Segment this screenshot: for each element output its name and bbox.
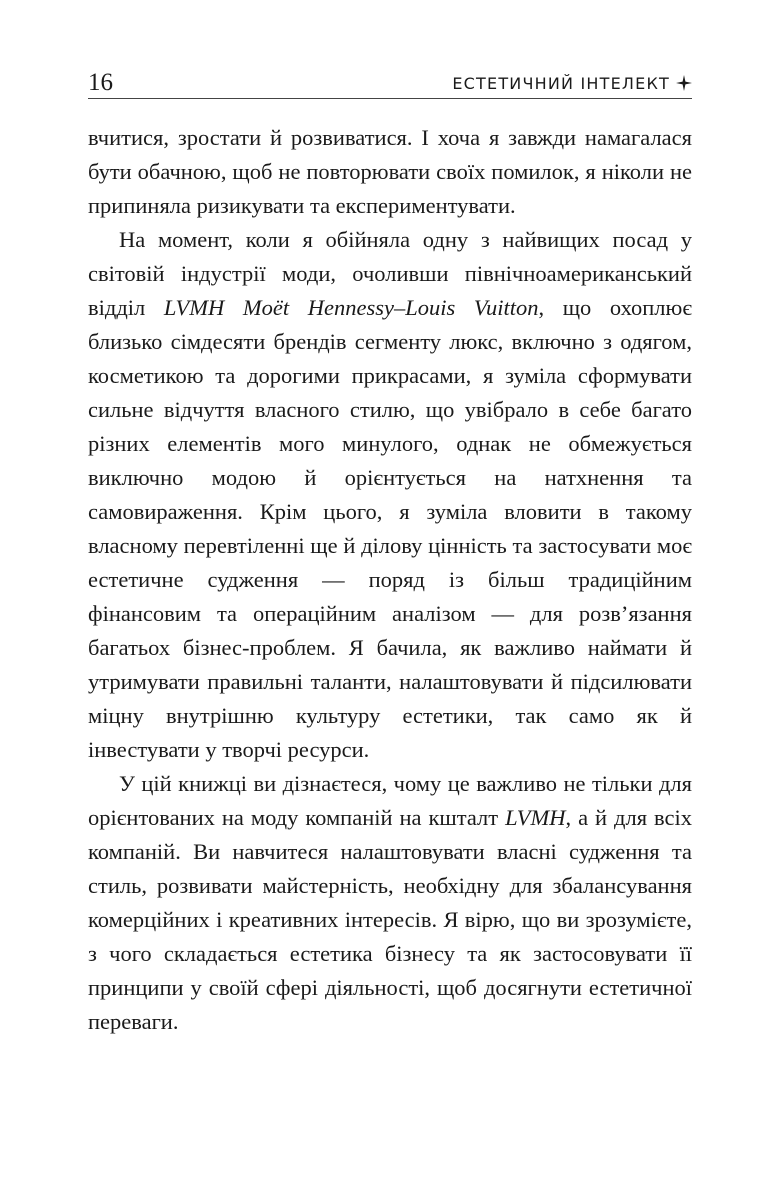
paragraph-2-text-before: На момент, коли я обійняла одну з найвищих посад у світовій індустрії моди, очоливши північноамериканський відділ — [88, 227, 692, 320]
paragraph-2-text-after: , що охоплює близько сімдесяти брендів сегменту люкс, включно з одягом, косметикою та дорогими прикрасами, я зуміла сформувати сильне відчуття власного стилю, що увібрало в себе багато різних елементів мого минулого, однак не обмежується виключно модою й орієнтується на натхнення та самовираження. Крім цього, я зуміла вловити в такому власному перевтіленні ще й ділову цінність та застосувати моє естетичне судження — поряд із більш традиційним фінансовим та операційним аналізом — для розв’язання багатьох бізнес-проблем. Я бачила, як важливо наймати й утримувати правильні таланти, налаштовувати й підсилювати міцну внутрішню культуру естетики, так само як й інвестувати у творчі ресурси. — [88, 295, 692, 762]
lvmh-italic: LVMH — [505, 805, 566, 830]
company-name-italic: LVMH Moët Hennessy–Louis Vuitton — [163, 295, 539, 320]
body-text — [88, 121, 692, 1039]
paragraph-3 — [88, 767, 692, 1039]
paragraph-1 — [88, 121, 692, 223]
paragraph-1-text: вчитися, зростати й розвиватися. І хоча я завжди намагалася бути обачною, щоб не повторювати своїх помилок, я ніколи не припиняла ризикувати та експериментувати. — [88, 125, 692, 218]
header-rule — [88, 98, 692, 99]
four-point-star-icon — [676, 75, 692, 91]
paragraph-3-text-before: У цій книжці ви дізнаєтеся, чому це важливо не тільки для орієнтованих на моду компаній на кшталт — [88, 771, 692, 830]
page-header — [88, 68, 692, 98]
page-number: 16 — [88, 69, 113, 96]
running-head: ЕСТЕТИЧНИЙ ІНТЕЛЕКТ — [452, 74, 670, 93]
paragraph-3-text-after: , а й для всіх компаній. Ви навчитеся налаштовувати власні судження та стиль, розвивати майстерність, необхідну для збалансування комерційних і креативних інтересів. Я вірю, що ви зрозумієте, з чого складається естетика бізнесу та як застосовувати її принципи у своїй сфері діяльності, щоб досягнути естетичної переваги. — [88, 805, 692, 1034]
paragraph-2 — [88, 223, 692, 767]
